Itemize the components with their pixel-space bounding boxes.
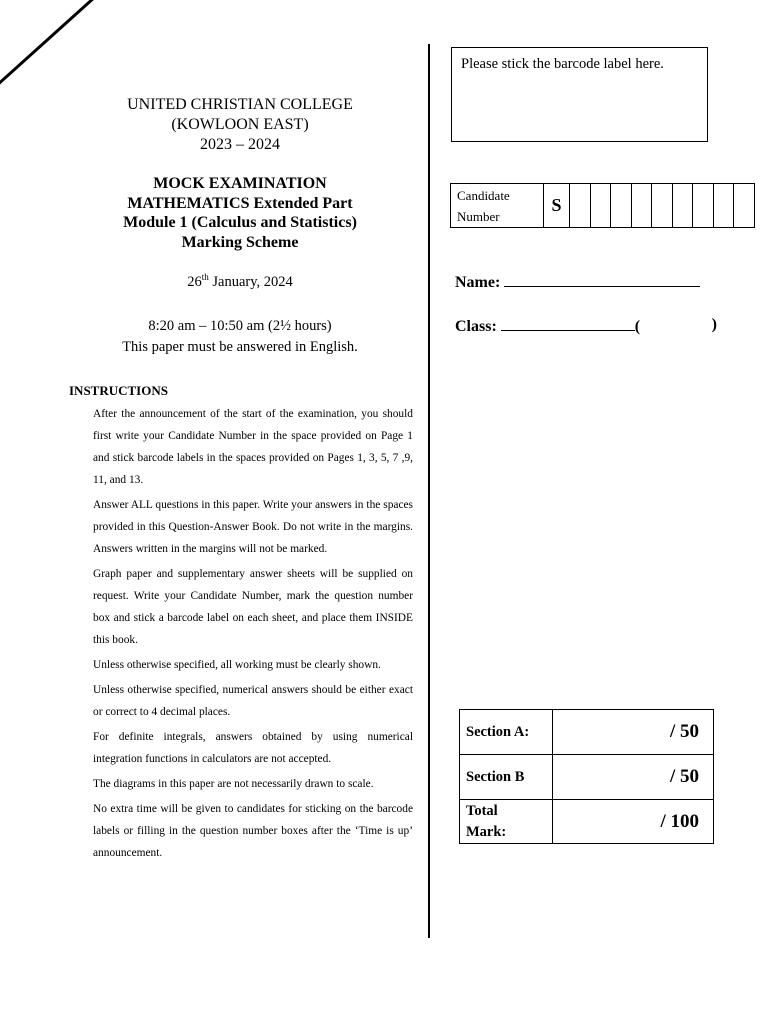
- exam-module: Module 1 (Calculus and Statistics): [123, 214, 357, 231]
- class-line[interactable]: [501, 316, 635, 331]
- language-note: This paper must be answered in English.: [122, 339, 358, 355]
- instruction-item: Unless otherwise specified, numerical answers should be either exact or correct to 4 decimal places.: [93, 684, 413, 718]
- section-b-score: / 50: [553, 755, 714, 800]
- college-branch: (KOWLOON EAST): [171, 116, 309, 133]
- instructions-list: [93, 403, 413, 867]
- instruction-item: Graph paper and supplementary answer sheets will be supplied on request. Write your Candidate Number, mark the question number box and stick a barcode label on each sheet, and place them INSIDE this book.: [93, 568, 413, 646]
- candidate-digit-box[interactable]: [631, 184, 652, 228]
- candidate-digit-box[interactable]: [713, 184, 734, 228]
- page-divider: [428, 44, 430, 938]
- exam-date: [70, 272, 410, 291]
- candidate-number-label: [451, 184, 544, 228]
- class-number-open: (: [634, 318, 641, 335]
- name-field: [455, 272, 700, 292]
- class-label: Class:: [455, 318, 497, 335]
- instruction-item: For definite integrals, answers obtained by using numerical integration functions in calculators are not accepted.: [93, 731, 413, 765]
- exam-time: [70, 316, 410, 358]
- exam-header: [70, 174, 410, 252]
- class-field: [455, 316, 717, 336]
- name-line[interactable]: [504, 272, 700, 287]
- candidate-prefix: S: [544, 184, 570, 228]
- total-label-line1: Total: [466, 802, 498, 819]
- candidate-number-table: [450, 183, 755, 228]
- candidate-digit-box[interactable]: [734, 184, 755, 228]
- school-year: 2023 – 2024: [200, 136, 280, 153]
- section-b-label: Section B: [460, 755, 553, 800]
- date-suffix: th: [201, 272, 209, 282]
- instructions-heading: INSTRUCTIONS: [69, 383, 168, 398]
- instruction-item: Answer ALL questions in this paper. Write your answers in the spaces provided in this Question-Answer Book. Do not write in the margins. Answers written in the margins will not be marked.: [93, 499, 413, 555]
- candidate-label-line2: Number: [457, 208, 500, 224]
- total-mark-score: / 100: [553, 800, 714, 844]
- total-label-line2: Mark:: [466, 823, 507, 840]
- college-name: UNITED CHRISTIAN COLLEGE: [127, 96, 353, 113]
- total-mark-label: [460, 800, 553, 844]
- candidate-label-line1: Candidate: [457, 187, 510, 203]
- class-number-close: ): [711, 316, 717, 333]
- section-a-label: Section A:: [460, 710, 553, 755]
- marks-table: [459, 709, 714, 844]
- candidate-digit-box[interactable]: [652, 184, 673, 228]
- exam-subject: MATHEMATICS Extended Part: [127, 194, 353, 212]
- candidate-digit-box[interactable]: [672, 184, 693, 228]
- college-header: [70, 95, 410, 155]
- instruction-item: The diagrams in this paper are not necessarily drawn to scale.: [93, 778, 374, 790]
- time-slot: 8:20 am – 10:50 am (2½ hours): [148, 318, 332, 334]
- candidate-digit-box[interactable]: [693, 184, 714, 228]
- date-rest: January, 2024: [208, 273, 293, 290]
- candidate-digit-box[interactable]: [570, 184, 591, 228]
- exam-title: MOCK EXAMINATION: [153, 175, 327, 192]
- candidate-digit-box[interactable]: [590, 184, 611, 228]
- instruction-item: Unless otherwise specified, all working must be clearly shown.: [93, 659, 381, 671]
- barcode-instruction: Please stick the barcode label here.: [461, 56, 664, 72]
- barcode-box: [451, 47, 708, 142]
- candidate-digit-box[interactable]: [611, 184, 632, 228]
- date-day: 26: [187, 273, 202, 290]
- corner-diagonal-line: [0, 0, 214, 93]
- exam-type: Marking Scheme: [181, 233, 299, 251]
- section-a-score: / 50: [553, 710, 714, 755]
- instruction-item: No extra time will be given to candidates for sticking on the barcode labels or filling in the question number boxes after the ‘Time is up’ announcement.: [93, 803, 413, 859]
- name-label: Name:: [455, 274, 501, 291]
- instruction-item: After the announcement of the start of the examination, you should first write your Candidate Number in the space provided on Page 1 and stick barcode labels in the spaces provided on Pages 1, 3, 5, 7 ,9, 11, and 13.: [93, 408, 413, 486]
